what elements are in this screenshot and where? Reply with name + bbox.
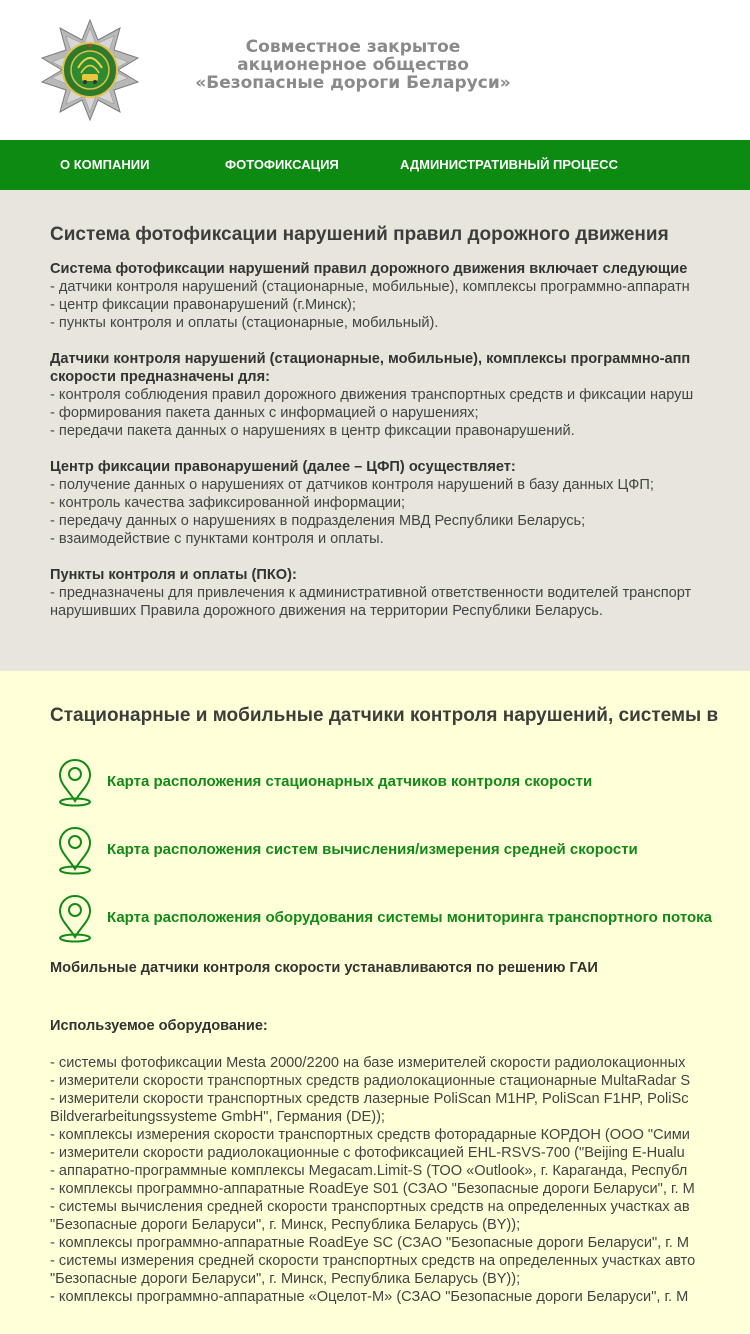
map-link-traffic-monitoring[interactable]: Карта расположения оборудования системы мониторинга транспортного потока (107, 909, 712, 926)
section-title: Система фотофиксации нарушений правил дорожного движения (50, 224, 669, 245)
map-link-row[interactable] (55, 825, 750, 877)
map-pin-icon[interactable] (55, 757, 95, 807)
map-link-stationary-sensors[interactable]: Карта расположения стационарных датчиков контроля скорости (107, 773, 593, 790)
section-title: Стационарные и мобильные датчики контроля нарушений, системы в (50, 705, 719, 726)
equipment-list (50, 1054, 695, 1306)
list-item: - комплексы измерения скорости транспортных средств фоторадарные КОРДОН (ООО "Сими (50, 1127, 690, 1143)
center-description (50, 458, 654, 548)
company-logo-emblem-icon[interactable] (38, 18, 142, 122)
list-item: - комплексы программно-аппаратные «Оцелот-М» (СЗАО "Безопасные дороги Беларуси", г. М (50, 1289, 689, 1305)
list-item: - системы измерения средней скорости транспортных средств на определенных участках авто (50, 1253, 696, 1269)
list-item: Bildverarbeitungssysteme GmbH", Германия (DE)); (50, 1109, 385, 1125)
equipment-heading-block (50, 1017, 268, 1035)
company-name (170, 36, 536, 93)
list-item: - системы фотофиксации Mesta 2000/2200 на базе измерителей скорости радиолокационных (50, 1055, 686, 1071)
sensors-heading: Датчики контроля нарушений (стационарные, мобильные), комплексы программно-апп (50, 351, 691, 367)
site-header (0, 0, 750, 140)
list-item: - передачу данных о нарушениях в подразделения МВД Республики Беларусь; (50, 513, 586, 529)
map-pin-icon[interactable] (55, 893, 95, 943)
list-item: - комплексы программно-аппаратные RoadEye SC (СЗАО "Безопасные дороги Беларуси", г. М (50, 1235, 690, 1251)
list-item: - измерители скорости транспортных средств радиолокационные стационарные MultaRadar S (50, 1073, 691, 1089)
list-item: "Безопасные дороги Беларуси", г. Минск, Республика Беларусь (BY)); (50, 1217, 521, 1233)
list-item: - предназначены для привлечения к административной ответственности водителей транспорт (50, 585, 692, 601)
nav-item-photofixation[interactable]: ФОТОФИКСАЦИЯ (225, 157, 339, 172)
nav-item-administrative-process[interactable]: АДМИНИСТРАТИВНЫЙ ПРОЦЕСС (400, 157, 618, 172)
company-name-line: акционерное общество (237, 55, 469, 75)
map-link-row[interactable] (55, 757, 750, 809)
list-item: - системы вычисления средней скорости транспортных средств на определенных участках ав (50, 1199, 690, 1215)
list-item: - получение данных о нарушениях от датчиков контроля нарушений в базу данных ЦФП; (50, 477, 654, 493)
map-pin-icon[interactable] (55, 825, 95, 875)
company-name-line: «Безопасные дороги Беларуси» (195, 73, 511, 93)
list-item: нарушивших Правила дорожного движения на территории Республики Беларусь. (50, 603, 603, 619)
photofixation-system-section (0, 190, 750, 671)
main-navigation (0, 140, 750, 190)
sensors-heading: скорости предназначены для: (50, 369, 270, 385)
company-name-line: Совместное закрытое (245, 37, 461, 57)
map-link-row[interactable] (55, 893, 750, 945)
list-item: - взаимодействие с пунктами контроля и оплаты. (50, 531, 384, 547)
center-heading: Центр фиксации правонарушений (далее – ЦФП) осуществляет: (50, 459, 516, 475)
list-item: - комплексы программно-аппаратные RoadEye S01 (СЗАО "Безопасные дороги Беларуси", г. М (50, 1181, 695, 1197)
system-description (50, 260, 690, 332)
nav-item-company[interactable]: О КОМПАНИИ (60, 157, 150, 172)
mobile-note-text: Мобильные датчики контроля скорости устанавливаются по решению ГАИ (50, 960, 598, 976)
list-item: - контроль качества зафиксированной информации; (50, 495, 406, 511)
pko-heading: Пункты контроля и оплаты (ПКО): (50, 567, 297, 583)
list-item: - передачи пакета данных о нарушениях в центр фиксации правонарушений. (50, 423, 575, 439)
list-item: - формирования пакета данных с информацией о нарушениях; (50, 405, 479, 421)
map-link-average-speed[interactable]: Карта расположения систем вычисления/измерения средней скорости (107, 841, 638, 858)
list-item: - центр фиксации правонарушений (г.Минск); (50, 297, 356, 313)
intro-heading: Система фотофиксации нарушений правил дорожного движения включает следующие (50, 261, 688, 277)
equipment-heading: Используемое оборудование: (50, 1018, 268, 1034)
list-item: - аппаратно-программные комплексы Megacam.Limit-S (ТОО «Outlook», г. Караганда, Республ (50, 1163, 688, 1179)
list-item: "Безопасные дороги Беларуси", г. Минск, Республика Беларусь (BY)); (50, 1271, 521, 1287)
pko-description (50, 566, 691, 620)
list-item: - измерители скорости транспортных средств лазерные PoliScan M1HP, PoliScan F1HP, PoliSc (50, 1091, 689, 1107)
list-item: - датчики контроля нарушений (стационарные, мобильные), комплексы программно-аппаратн (50, 279, 690, 295)
list-item: - пункты контроля и оплаты (стационарные, мобильный). (50, 315, 439, 331)
sensors-description (50, 350, 693, 440)
sensors-maps-section (0, 671, 750, 1334)
list-item: - измерители скорости радиолокационные с фотофиксацией EHL-RSVS-700 ("Beijing E-Hualu (50, 1145, 685, 1161)
mobile-sensors-note (50, 959, 598, 977)
list-item: - контроля соблюдения правил дорожного движения транспортных средств и фиксации наруш (50, 387, 694, 403)
